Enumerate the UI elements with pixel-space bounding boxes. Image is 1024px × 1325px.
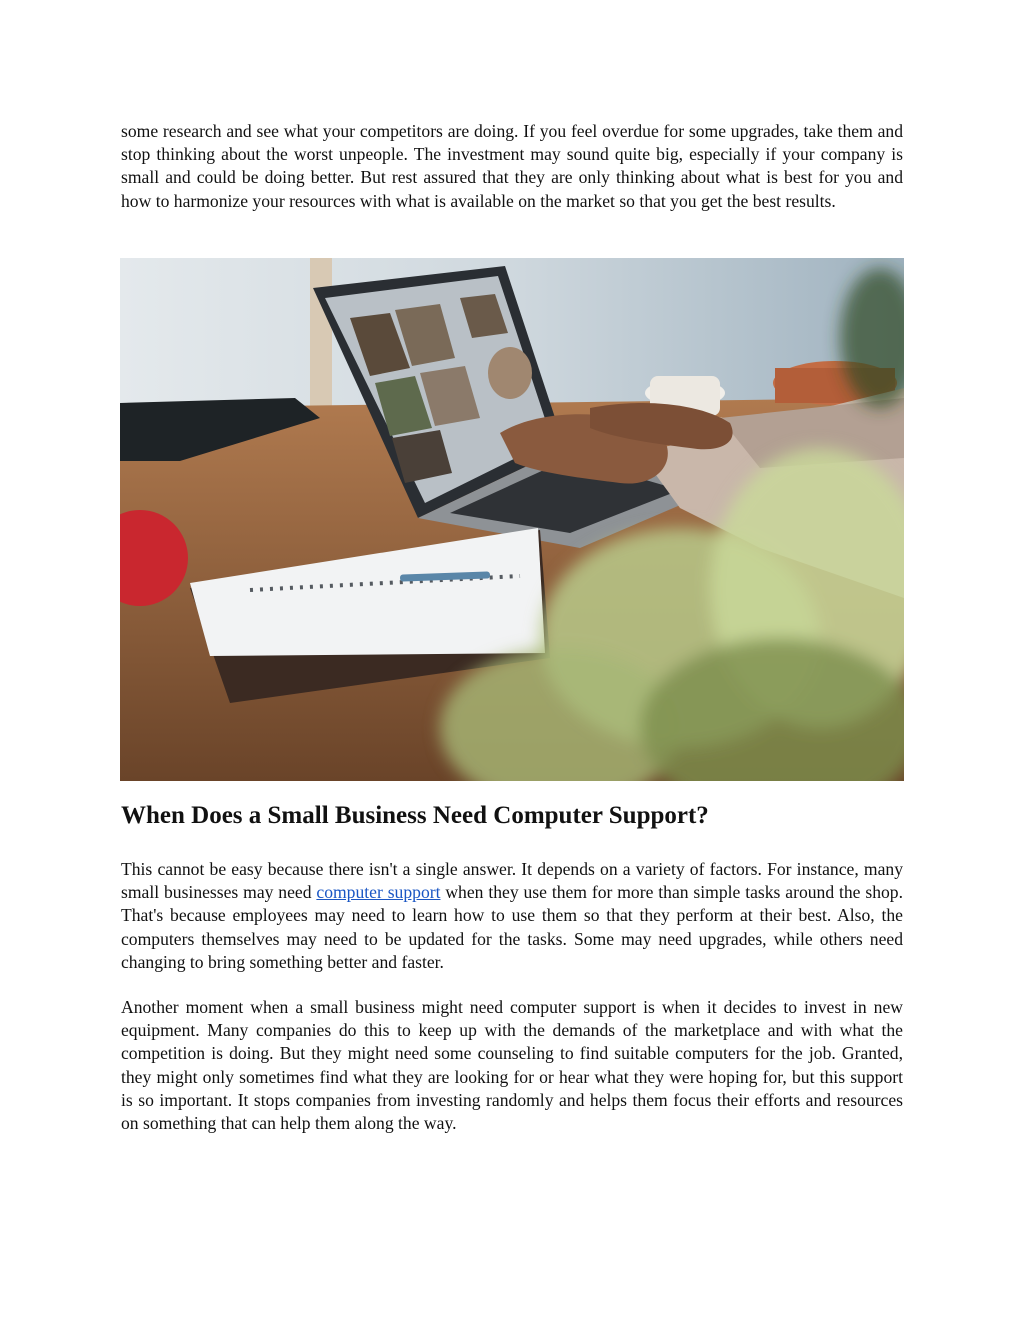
computer-support-link[interactable]: computer support	[316, 882, 441, 903]
body-paragraph-2: Another moment when a small business might need computer support is when it decides to invest in new equipment. Many companies do this to keep up with the demands of the marketplace and with what the competition is doing. But they might need some counseling to find suitable computers for the job. Granted, they might only sometimes find what they are looking for or hear what they were hoping for, but this support is so important. It stops companies from investing randomly and helps them focus their efforts and resources on something that can help them along the way.	[121, 997, 903, 1134]
paragraph-text: This cannot be easy because there isn't a single answer. It depends on a variety of factors. For instance, many small businesses may need	[121, 859, 903, 903]
intro-paragraph: some research and see what your competitors are doing. If you feel overdue for some upgrades, take them and stop thinking about the worst unpeople. The investment may sound quite big, especially if your company is small and could be doing better. But rest assured that they are only thinking about what is best for you and how to harmonize your resources with what is available on the market so that you get the best results.	[121, 121, 903, 211]
section-heading: When Does a Small Business Need Computer Support?	[121, 802, 709, 829]
paragraph-text: when they use them for more than simple tasks around the shop. That's because employees may need to learn how to use them so that they perform at their best. Also, the computers themselves may need to be updated for the tasks. Some may need upgrades, while others need changing to bring something better and faster.	[121, 882, 903, 972]
laptop-on-desk-photo	[120, 258, 904, 781]
body-paragraph-1	[121, 858, 903, 974]
window-frame	[310, 258, 332, 428]
